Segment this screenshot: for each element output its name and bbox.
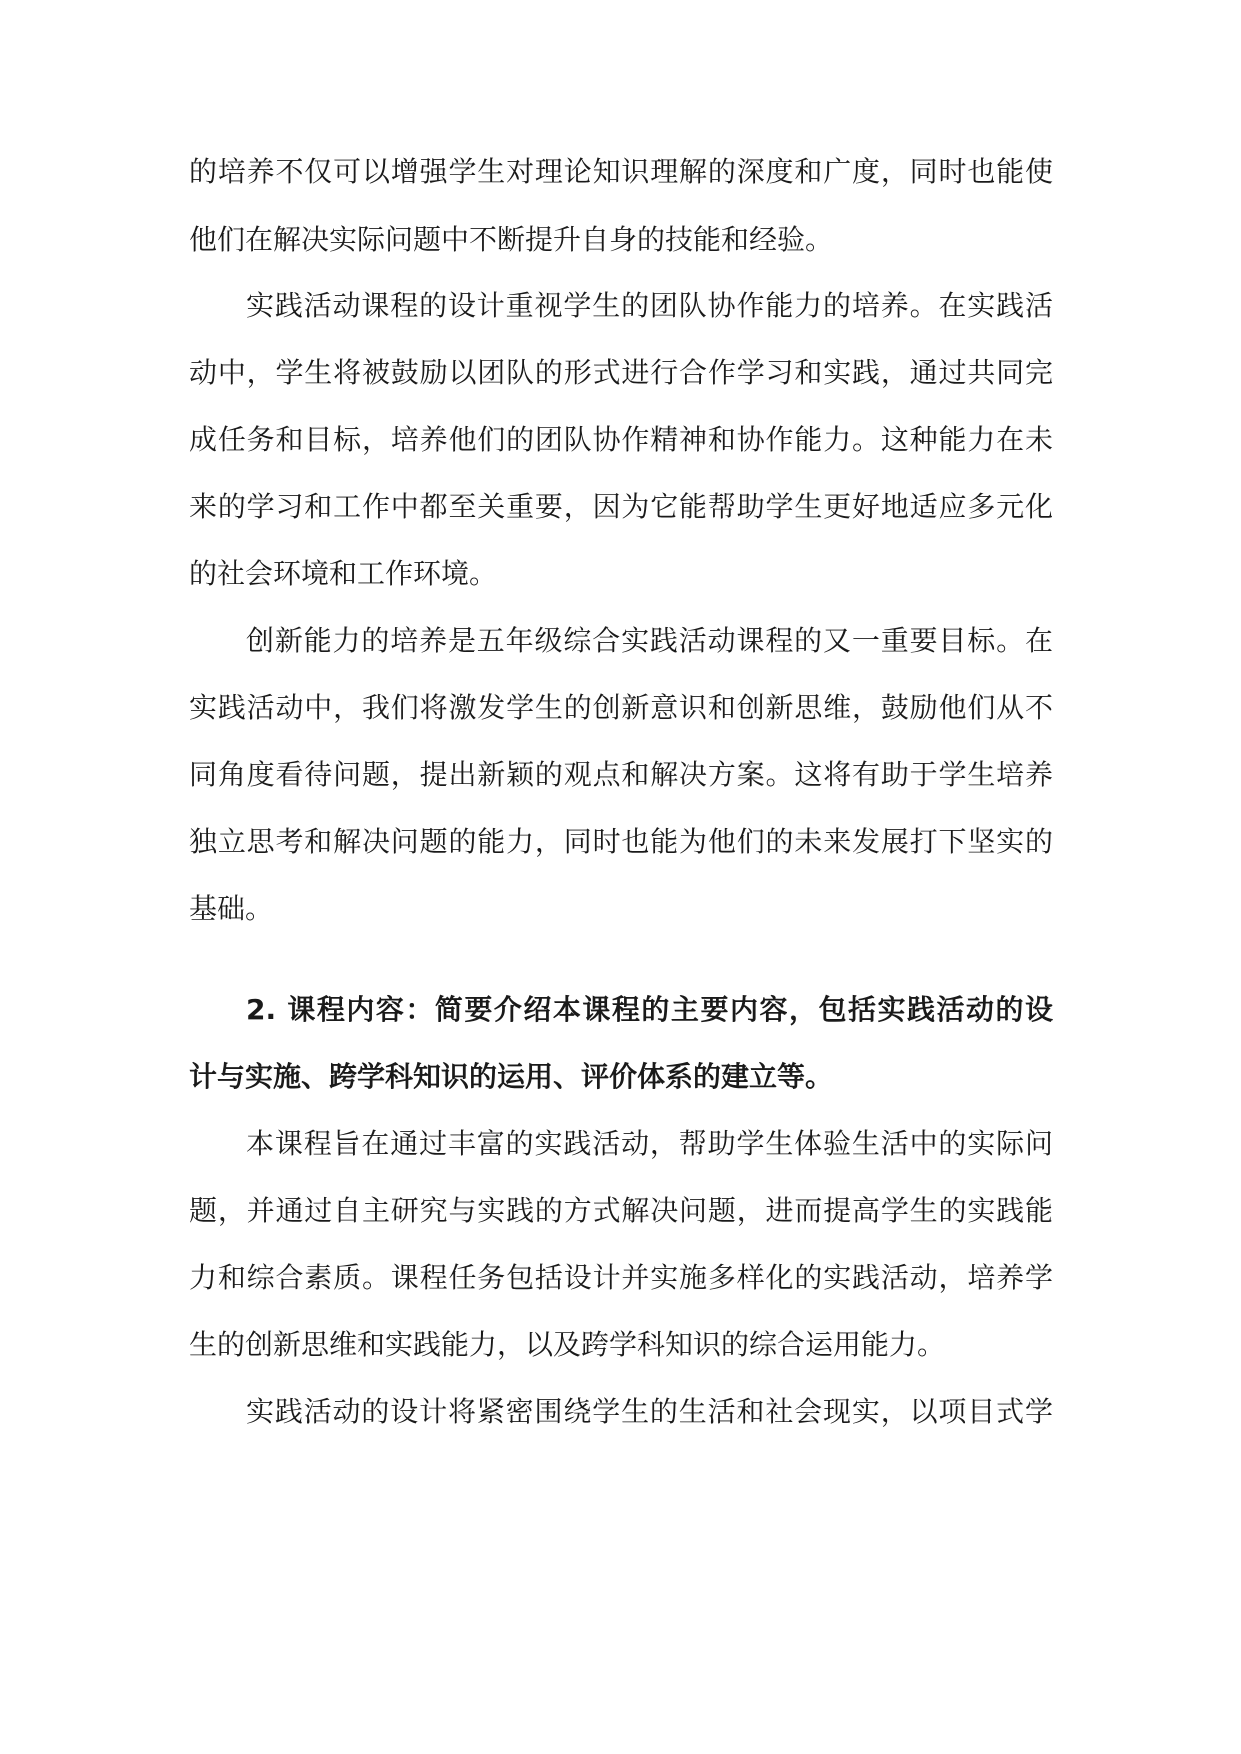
- paragraph-line: 的社会环境和工作环境。: [189, 557, 498, 590]
- paragraph-line: 他们在解决实际问题中不断提升自身的技能和经验。: [189, 223, 834, 256]
- paragraph-line: 本课程旨在通过丰富的实践活动，帮助学生体验生活中的实际问: [246, 1127, 1053, 1160]
- section-heading: 计与实施、跨学科知识的运用、评价体系的建立等。: [189, 1060, 834, 1093]
- paragraph-line: 力和综合素质。课程任务包括设计并实施多样化的实践活动，培养学: [189, 1261, 1053, 1294]
- paragraph-line: 独立思考和解决问题的能力，同时也能为他们的未来发展打下坚实的: [189, 825, 1053, 858]
- paragraph-line: 生的创新思维和实践能力，以及跨学科知识的综合运用能力。: [189, 1328, 946, 1361]
- paragraph-line: 同角度看待问题，提出新颖的观点和解决方案。这将有助于学生培养: [189, 758, 1053, 791]
- paragraph-line: 来的学习和工作中都至关重要，因为它能帮助学生更好地适应多元化: [189, 490, 1053, 523]
- paragraph-line: 题，并通过自主研究与实践的方式解决问题，进而提高学生的实践能: [189, 1194, 1053, 1227]
- paragraph-line: 实践活动课程的设计重视学生的团队协作能力的培养。在实践活: [246, 289, 1053, 322]
- paragraph-line: 成任务和目标，培养他们的团队协作精神和协作能力。这种能力在未: [189, 423, 1053, 456]
- paragraph-line: 创新能力的培养是五年级综合实践活动课程的又一重要目标。在: [246, 624, 1053, 657]
- section-heading: 2. 课程内容：简要介绍本课程的主要内容，包括实践活动的设: [246, 993, 1053, 1026]
- paragraph-line: 基础。: [189, 892, 274, 925]
- paragraph-line: 的培养不仅可以增强学生对理论知识理解的深度和广度，同时也能使: [189, 155, 1053, 188]
- paragraph-line: 动中，学生将被鼓励以团队的形式进行合作学习和实践，通过共同完: [189, 356, 1053, 389]
- paragraph-line: 实践活动中，我们将激发学生的创新意识和创新思维，鼓励他们从不: [189, 691, 1053, 724]
- paragraph-line: 实践活动的设计将紧密围绕学生的生活和社会现实，以项目式学: [246, 1395, 1053, 1428]
